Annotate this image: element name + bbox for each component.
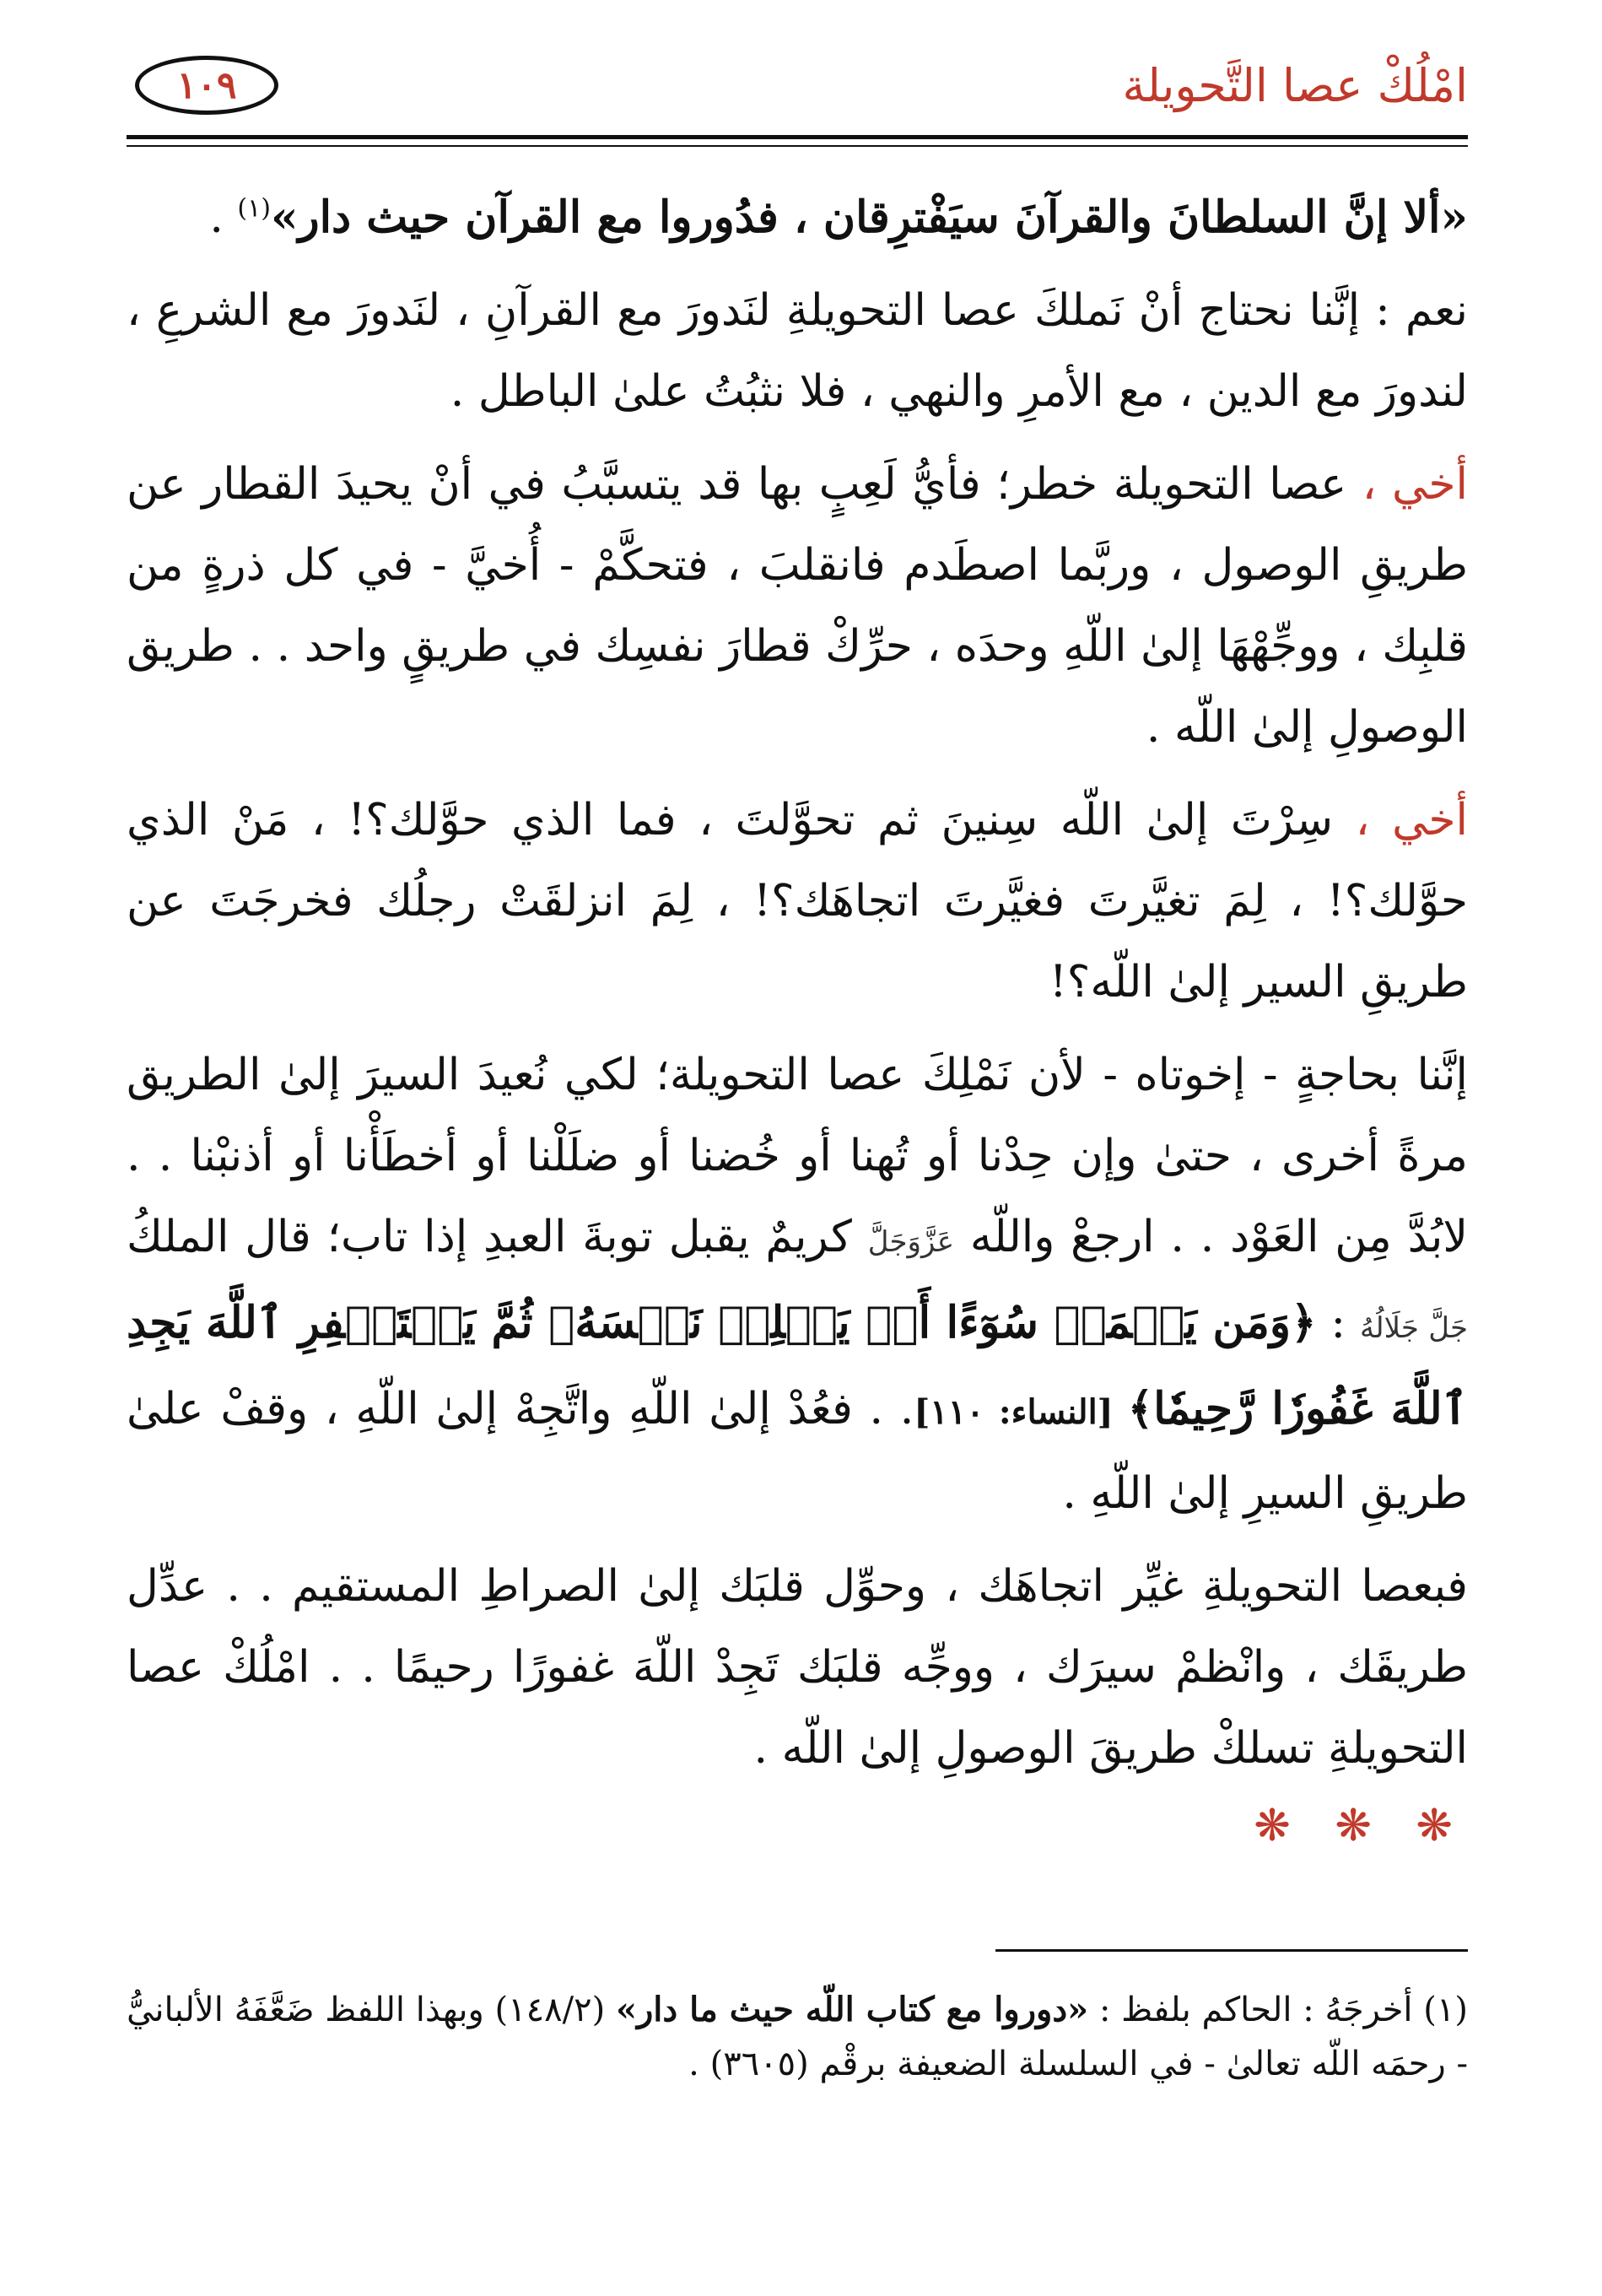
paragraph-5: [127, 1035, 1468, 1534]
page-header: [127, 51, 1468, 143]
footnote: [127, 1983, 1468, 2091]
verse-reference: [النساء: ١١٠]: [914, 1392, 1128, 1432]
paragraph-5-text-a: إنَّنا بحاجةٍ - إخوتاه - لأن نَمْلِكَ عصا التحويلة؛ لكي نُعيدَ السيرَ إلىٰ الطريق مرةً أخرى ، حتىٰ وإن حِدْنا أو تُهنا أو خُضنا أو ضلَلْنا أو أخطَأْنا أو أذنبْنا . . لابُدَّ مِن العَوْد . . ارجعْ واللّه: [127, 1050, 1468, 1262]
hadith-quote: «ألا إنَّ السلطانَ والقرآنَ سيَفْترِقان ، فدُوروا مع القرآن حيث دار»: [270, 192, 1468, 243]
paragraph-1: [127, 177, 1468, 258]
section-divider-stars: ❋ ❋ ❋: [1254, 1801, 1468, 1851]
paragraph-6: فبعصا التحويلةِ غيِّر اتجاهَك ، وحوِّل قلبَك إلىٰ الصراطِ المستقيم . . عدِّل طريقَك ، وانْظمْ سيرَك ، ووجِّه قلبَك تَجِدْ اللّهَ غفورًا رحيمًا . . امْلُكْ عصا التحويلةِ تسلكْ طريقَ الوصولِ إلىٰ اللّه .: [127, 1561, 1468, 1774]
paragraph-3-text: عصا التحويلة خطر؛ فأيُّ لَعِبٍ بها قد يتسبَّبُ في أنْ يحيدَ القطار عن طريقِ الوصول ، وربَّما اصطَدم فانقلبَ ، فتحكَّمْ - أُخيَّ - في كل ذرةٍ من قلبِك ، ووجِّهْهَا إلىٰ اللّهِ وحدَه ، حرِّكْ قطارَ نفسِك في طريقٍ واحد . . طريق الوصولِ إلىٰ اللّه .: [127, 459, 1468, 753]
footnote-number: (١): [1423, 1991, 1468, 2029]
paragraph-5-text-b: كريمٌ يقبل توبةَ العبدِ إذا تاب؛ قال الملكُ: [127, 1212, 868, 1262]
paragraph-2: نعم : إنَّنا نحتاج أنْ نَملكَ عصا التحويلةِ لنَدورَ مع القرآنِ ، لنَدورَ مع الشرعِ ، لندورَ مع الدين ، مع الأمرِ والنهي ، فلا نثبُتُ علىٰ الباطل .: [127, 285, 1468, 417]
paragraph-5-text-c: :: [1316, 1298, 1361, 1348]
quran-verse: ﴿وَمَن يَعۡمَلۡ سُوٓءًا أَوۡ يَظۡلِمۡ نَفۡسَهُۥ ثُمَّ يَسۡتَغۡفِرِ ٱللَّهَ يَجِدِ ٱللَّهَ غَفُورٗا رَّحِيمٗا﴾: [127, 1297, 1469, 1434]
paragraph-4: [127, 780, 1468, 1023]
footnote-reference: (١): [237, 193, 271, 224]
book-page: [127, 51, 1468, 2228]
honorific-glyph: عَزَّوَجَلَّ: [867, 1225, 955, 1259]
main-text: [127, 177, 1468, 1851]
paragraph-5-text-d: . . فعُدْ إلىٰ اللّهِ واتَّجِهْ إلىٰ اللّهِ ، وقفْ علىٰ طريقِ السيرِ إلىٰ اللّهِ .: [127, 1384, 1468, 1519]
honorific-glyph: جَلَّ جَلَالُهُ: [1360, 1311, 1468, 1345]
paragraph-1-end: .: [209, 192, 238, 243]
footnote-rule: [995, 1949, 1468, 1952]
paragraph-4-text: سِرْتَ إلىٰ اللّه سِنينَ ثم تحوَّلتَ ، فما الذي حوَّلك؟! ، مَنْ الذي حوَّلك؟! ، لِمَ تغيَّرتَ فغيَّرتَ اتجاهَك؟! ، لِمَ انزلقَتْ رجلُك فخرجَتَ عن طريقِ السير إلىٰ اللّه؟!: [127, 795, 1468, 1008]
header-rule-thick: [127, 135, 1468, 139]
footnote-text-b: (١٤٨/٢) وبهذا اللفظ ضَعَّفَهُ الألبانيُّ - رحمَه اللّه تعالىٰ - في السلسلة الضعيفة برقْم (٣٦٠٥) .: [127, 1991, 1468, 2083]
page-number-oval: ١٠٩: [135, 56, 278, 115]
running-title: امْلُكْ عصا التَّحويلة: [1122, 59, 1468, 112]
akhi-address: أخي ،: [1355, 795, 1468, 845]
akhi-address: أخي ،: [1362, 459, 1468, 510]
footnote-quote: «دوروا مع كتاب اللّه حيث ما دار»: [615, 1990, 1089, 2029]
paragraph-3: [127, 444, 1468, 768]
footnote-text-a: أخرجَهُ : الحاكم بلفظ :: [1088, 1991, 1424, 2029]
header-rule-thin: [127, 145, 1468, 147]
